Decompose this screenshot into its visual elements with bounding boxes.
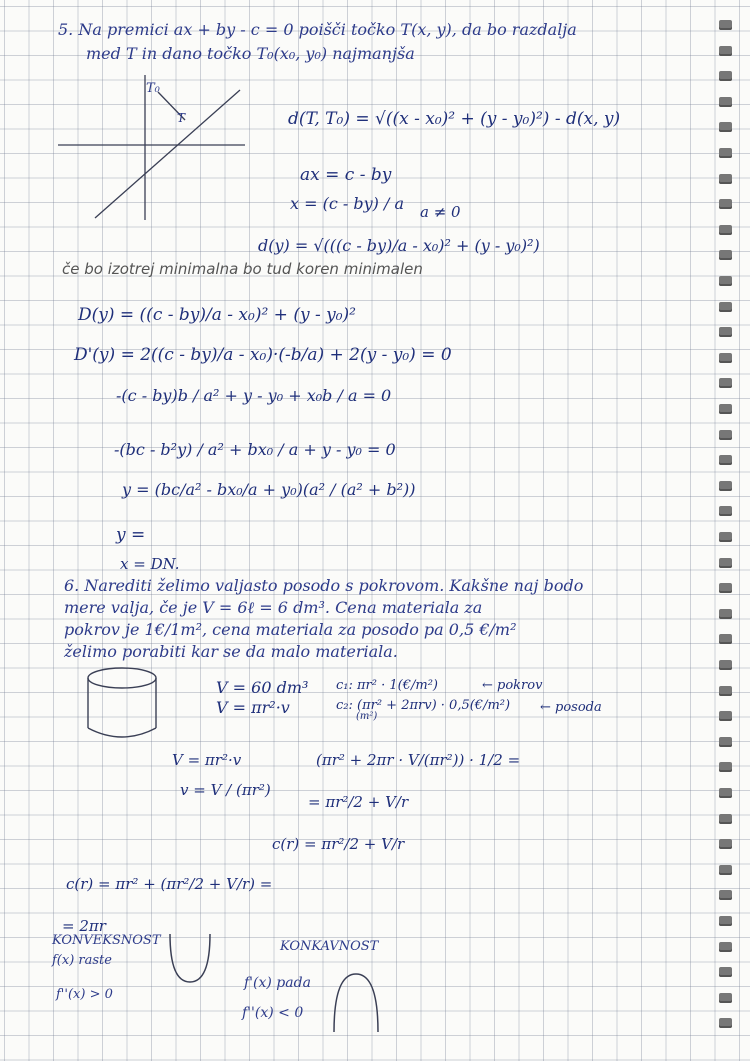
eq-c1: c₁: πr² · 1(€/m²) [336,678,438,693]
eq-total: c(r) = πr² + (πr²/2 + V/r) = [66,875,273,893]
eq-V3: V = πr²·v [172,751,242,769]
konk-title: KONKAVNOST [280,939,379,954]
eq-Dprime: D'(y) = 2((c - by)/a - x₀)·(-b/a) + 2(y - y₀) = 0 [74,345,452,365]
eq-ax: ax = c - by [300,165,392,185]
konk-line2: f''(x) < 0 [242,1005,304,1021]
convex-curve [160,930,220,990]
eq-c2: c₂: (πr² + 2πrv) · 0,5(€/m²) [336,698,511,713]
pencil-note: če bo izotrej minimalna bo tud koren minimalen [62,260,423,278]
eq-sum: (πr² + 2πr · V/(πr²)) · 1/2 = [316,751,521,769]
eq-c1-note: ← pokrov [482,678,543,693]
eq-D: D(y) = ((c - by)/a - x₀)² + (y - y₀)² [78,305,356,325]
eq-c2-unit: (m²) [356,711,378,722]
problem6-line2: mere valja, če je V = 6ℓ = 6 dm³. Cena materiala za [64,598,483,617]
eq-y-short: y = [116,525,146,545]
eq-half: = πr²/2 + V/r [308,793,409,811]
eq-y: y = (bc/a² - bx₀/a + y₀)(a² / (a² + b²)) [122,480,416,499]
problem6-line4: želimo porabiti kar se da malo materiala. [64,642,398,661]
konv-title: KONVEKSNOST [52,933,161,948]
eq-2pir: = 2πr [62,917,106,935]
eq-a-ne: a ≠ 0 [420,203,461,221]
eq-v: v = V / (πr²) [180,781,271,799]
konv-line1: f(x) raste [52,953,112,968]
eq-V2: V = πr²·v [216,698,290,717]
problem6-line1: 6. Narediti želimo valjasto posodo s pokrovom. Kakšne naj bodo [64,576,584,595]
concave-curve [326,966,386,1036]
eq-step1: -(c - by)b / a² + y - y₀ + x₀b / a = 0 [116,386,392,405]
cylinder-sketch [80,660,170,750]
konk-line1: f'(x) pada [244,975,311,991]
eq-distance: d(T, T₀) = √((x - x₀)² + (y - y₀)²) - d(x, y) [288,109,621,129]
problem5-line1: 5. Na premici ax + by - c = 0 poišči točko T(x, y), da bo razdalja [58,20,577,39]
eq-V1: V = 60 dm³ [216,678,309,697]
problem6-line3: pokrov je 1€/1m², cena materiala za posodo pa 0,5 €/m² [64,620,517,639]
eq-x-frac: x = (c - by) / a [290,194,405,213]
eq-dn: x = DN. [120,555,180,573]
sketch-label-t0: T₀ [146,81,160,96]
sketch-label-t: T [177,111,186,125]
eq-c2-note: ← posoda [540,700,602,715]
konv-line2: f''(x) > 0 [56,987,113,1002]
eq-step2: -(bc - b²y) / a² + bx₀ / a + y - y₀ = 0 [114,440,396,459]
eq-dy: d(y) = √(((c - by)/a - x₀)² + (y - y₀)²) [258,236,540,255]
eq-c-small: c(r) = πr²/2 + V/r [272,835,405,853]
problem5-line2: med T in dano točko T₀(x₀, y₀) najmanjša [86,44,415,63]
